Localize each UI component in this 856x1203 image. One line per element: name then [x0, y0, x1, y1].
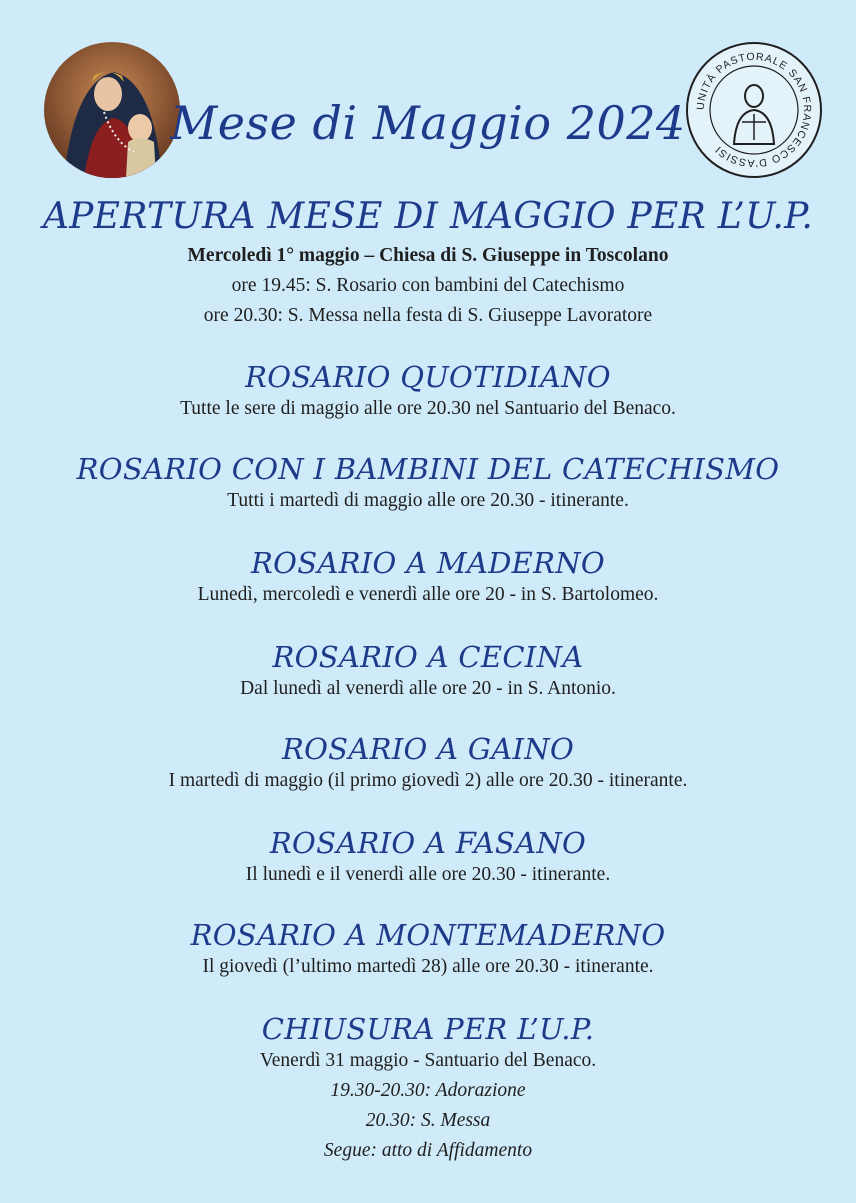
section-heading: ROSARIO A CECINA: [272, 640, 584, 674]
section-line: Venerdì 31 maggio - Santuario del Benaco.: [259, 1050, 597, 1071]
section-heading: ROSARIO A GAINO: [281, 732, 575, 766]
section-line: Dal lunedì al venerdì alle ore 20 - in S. Antonio.: [240, 678, 616, 699]
section-line: ore 20.30: S. Messa nella festa di S. Giuseppe Lavoratore: [203, 305, 653, 326]
section-rosario-montemaderno: [0, 918, 856, 982]
section-line: Lunedì, mercoledì e venerdì alle ore 20 - in S. Bartolomeo.: [197, 584, 659, 605]
page-title: Mese di Maggio 2024: [170, 96, 686, 150]
section-line: Tutti i martedì di maggio alle ore 20.30 - itinerante.: [227, 490, 629, 511]
section-apertura: [0, 196, 856, 331]
section-line: I martedì di maggio (il primo giovedì 2) alle ore 20.30 - itinerante.: [168, 770, 688, 791]
section-heading: APERTURA MESE DI MAGGIO PER L’U.P.: [42, 196, 814, 237]
section-line: Tutte le sere di maggio alle ore 20.30 nel Santuario del Benaco.: [180, 398, 676, 419]
section-rosario-cecina: [0, 640, 856, 704]
section-line: Il lunedì e il venerdì alle ore 20.30 - itinerante.: [245, 864, 611, 885]
section-line: 19.30-20.30: Adorazione: [330, 1080, 526, 1101]
svg-text:UNITÀ PASTORALE SAN FRANCESCO: UNITÀ PASTORALE SAN FRANCESCO D'ASSISI: [694, 50, 814, 170]
section-rosario-bambini: [0, 452, 856, 516]
section-heading: ROSARIO CON I BAMBINI DEL CATECHISMO: [76, 452, 780, 486]
section-rosario-maderno: [0, 546, 856, 610]
section-line: Segue: atto di Affidamento: [323, 1140, 533, 1161]
section-line: 20.30: S. Messa: [365, 1110, 491, 1131]
section-heading: CHIUSURA PER L’U.P.: [261, 1012, 595, 1046]
section-rosario-gaino: [0, 732, 856, 796]
section-chiusura: [0, 1012, 856, 1166]
section-heading: ROSARIO A MONTEMADERNO: [190, 918, 666, 952]
section-rosario-quotidiano: [0, 360, 856, 424]
section-heading: ROSARIO A FASANO: [269, 826, 587, 860]
section-line: Mercoledì 1° maggio – Chiesa di S. Giuseppe in Toscolano: [187, 245, 669, 266]
section-heading: ROSARIO QUOTIDIANO: [245, 360, 611, 394]
section-rosario-fasano: [0, 826, 856, 890]
section-line: ore 19.45: S. Rosario con bambini del Catechismo: [231, 275, 625, 296]
section-heading: ROSARIO A MADERNO: [250, 546, 605, 580]
section-line: Il giovedì (l’ultimo martedì 28) alle ore 20.30 - itinerante.: [202, 956, 654, 977]
